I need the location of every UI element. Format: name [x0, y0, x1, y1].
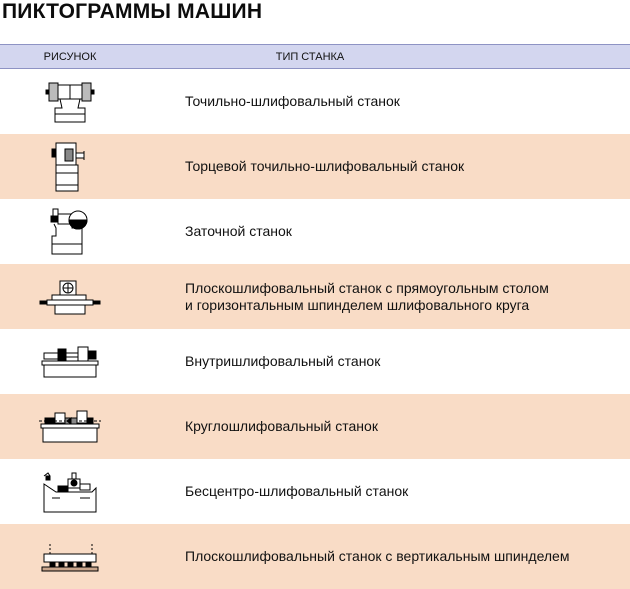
machine-type-text: Плоскошлифовальный станок с прямоугольным столом и горизонтальным шпинделем шлифовального круга	[185, 279, 549, 313]
table-row	[0, 394, 630, 459]
face-grinder-icon	[50, 141, 90, 193]
header-machine-type: ТИП СТАНКА	[275, 50, 345, 63]
table-row	[0, 264, 630, 329]
surface-grinder-rect-table-icon	[39, 278, 101, 316]
table-row	[0, 329, 630, 394]
table-row	[0, 199, 630, 264]
table-header	[0, 44, 630, 69]
machine-type-text: Внутришлифовальный станок	[185, 353, 381, 369]
machine-type-text: Плоскошлифовальный станок с вертикальным шпинделем	[185, 548, 570, 564]
machine-type-text: Торцевой точильно-шлифовальный станок	[185, 158, 465, 174]
vertical-spindle-surface-grinder-icon	[40, 540, 100, 574]
machine-type-text: Бесцентро-шлифовальный станок	[185, 483, 409, 499]
page-title: ПИКТОГРАММЫ МАШИН	[2, 0, 263, 23]
table-row	[0, 134, 630, 199]
machine-type-text: Точильно-шлифовальный станок	[185, 93, 400, 109]
internal-grinder-icon	[40, 345, 100, 379]
table-row	[0, 524, 630, 589]
bench-grinder-icon	[45, 80, 95, 124]
cylindrical-grinder-icon	[37, 409, 103, 445]
sharpening-machine-icon	[48, 206, 92, 258]
machine-type-text: Круглошлифовальный станок	[185, 418, 378, 434]
header-picture: РИСУНОК	[43, 50, 97, 63]
centerless-grinder-icon	[40, 470, 100, 514]
machine-type-text: Заточной станок	[185, 223, 292, 239]
table-row	[0, 69, 630, 134]
table-row	[0, 459, 630, 524]
machine-pictogram-table	[0, 44, 630, 589]
